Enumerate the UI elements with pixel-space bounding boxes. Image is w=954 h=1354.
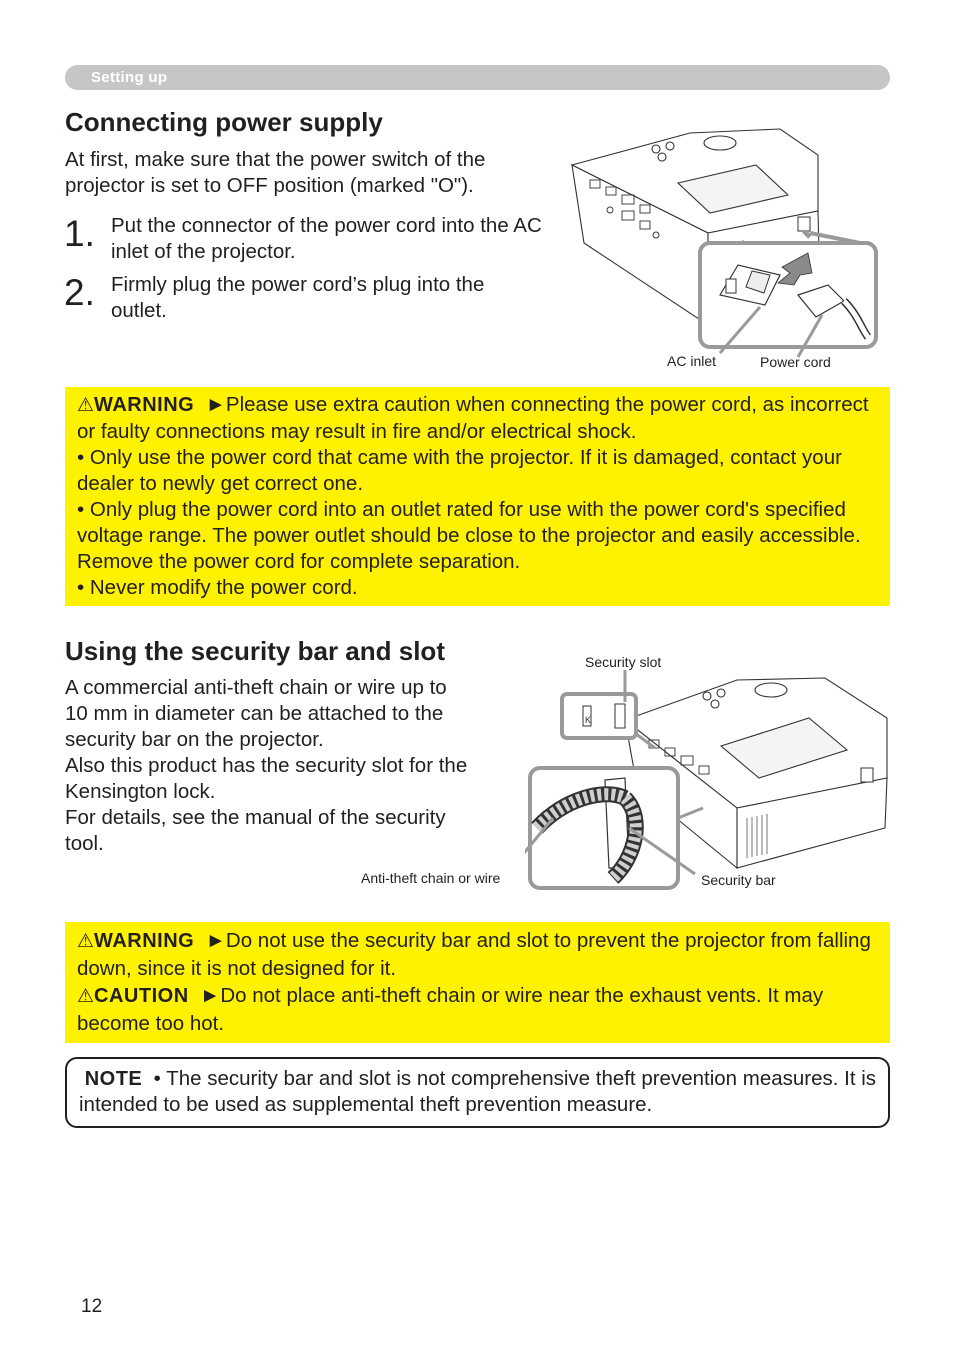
- security-illustration: [525, 668, 891, 894]
- security-body-line: 10 mm in diameter can be attached to the: [65, 702, 444, 725]
- warning-label: WARNING: [94, 930, 195, 952]
- page-number: 12: [81, 1296, 103, 1317]
- security-warning-text: ⚠WARNING ►Do not use the security bar and slot to prevent the projector from falling down, since it is not designed for it. ⚠CAUTION ►Do not place anti-theft chain or wire near the exhaust vents. It may become too hot.: [77, 929, 871, 1035]
- caution-triangle-icon: ⚠: [77, 986, 95, 1007]
- security-body-line: Kensington lock.: [65, 780, 216, 803]
- warning-paragraph-2: • Only use the power cord that came with the projector. If it is damaged, contact your dealer to newly get correct one.: [77, 446, 842, 495]
- anti-theft-chain-caption: Anti-theft chain or wire: [361, 870, 501, 886]
- step-2-number: 2.: [64, 272, 95, 313]
- section-header-label: Setting up: [91, 69, 168, 86]
- step-2-text: Firmly plug the power cord’s plug into the outlet.: [111, 273, 485, 322]
- security-body-line: security bar on the projector.: [65, 728, 324, 751]
- power-warning-text: ⚠WARNING ►Please use extra caution when connecting the power cord, as incorrect or faulty connections may result in fire and/or electrical shock. • Only use the power cord that came with the projector. If it is damaged, contact your dealer to newly get correct one. • Only plug the power cord into an outlet rated for use with the power cord's specified voltage range. The power outlet should be close to the projector and easily accessible. Remove the power cord for complete separation. • Never modify the power cord.: [77, 392, 882, 601]
- power-section-title: Connecting power supply: [65, 107, 383, 137]
- warning-paragraph-4: • Never modify the power cord.: [77, 576, 358, 599]
- note-text: [79, 1066, 880, 1118]
- warning-paragraph-1: Please use extra caution when connecting the power cord, as incorrect or faulty connections may result in fire and/or electrical shock.: [77, 393, 869, 443]
- security-bar-caption: Security bar: [701, 872, 776, 888]
- warning-triangle-icon: ⚠: [77, 395, 95, 416]
- security-body-line: tool.: [65, 832, 104, 855]
- power-warning-box: [65, 387, 890, 606]
- note-box: [65, 1057, 890, 1128]
- caution-text: Do not place anti-theft chain or wire near the exhaust vents. It may become too hot.: [77, 984, 824, 1035]
- svg-text:K: K: [585, 715, 592, 725]
- warning-triangle-icon: ⚠: [77, 931, 95, 952]
- section-header-bar: [65, 65, 890, 90]
- step-1-number: 1.: [64, 213, 95, 254]
- security-body-line: Also this product has the security slot for the: [65, 754, 468, 777]
- power-connection-illustration: [560, 125, 890, 380]
- security-slot-caption: Security slot: [585, 654, 662, 670]
- caution-label: CAUTION: [94, 985, 189, 1007]
- warning-text: Do not use the security bar and slot to prevent the projector from falling down, since it is not designed for it.: [77, 929, 871, 980]
- warning-label: WARNING: [94, 394, 195, 416]
- security-body-line: A commercial anti-theft chain or wire up to: [65, 676, 447, 699]
- power-intro: At first, make sure that the power switch of the projector is set to OFF position (marked "O").: [65, 148, 486, 197]
- security-warning-box: [65, 922, 890, 1043]
- warning-paragraph-3: • Only plug the power cord into an outlet rated for use with the power cord's specified voltage range. The power outlet should be close to the projector and easily accessible. Remove the power cord for complete separation.: [77, 498, 861, 573]
- ac-inlet-caption: AC inlet: [667, 353, 717, 369]
- security-section-title: Using the security bar and slot: [65, 636, 445, 666]
- power-cord-caption: Power cord: [760, 354, 831, 370]
- security-body: [65, 675, 535, 857]
- note-label: NOTE: [84, 1068, 143, 1090]
- note-body: • The security bar and slot is not comprehensive theft prevention measures. It is intended to be used as supplemental theft prevention measure.: [79, 1067, 877, 1116]
- security-body-line: For details, see the manual of the security: [65, 806, 446, 829]
- step-1-text: Put the connector of the power cord into the AC inlet of the projector.: [111, 214, 542, 263]
